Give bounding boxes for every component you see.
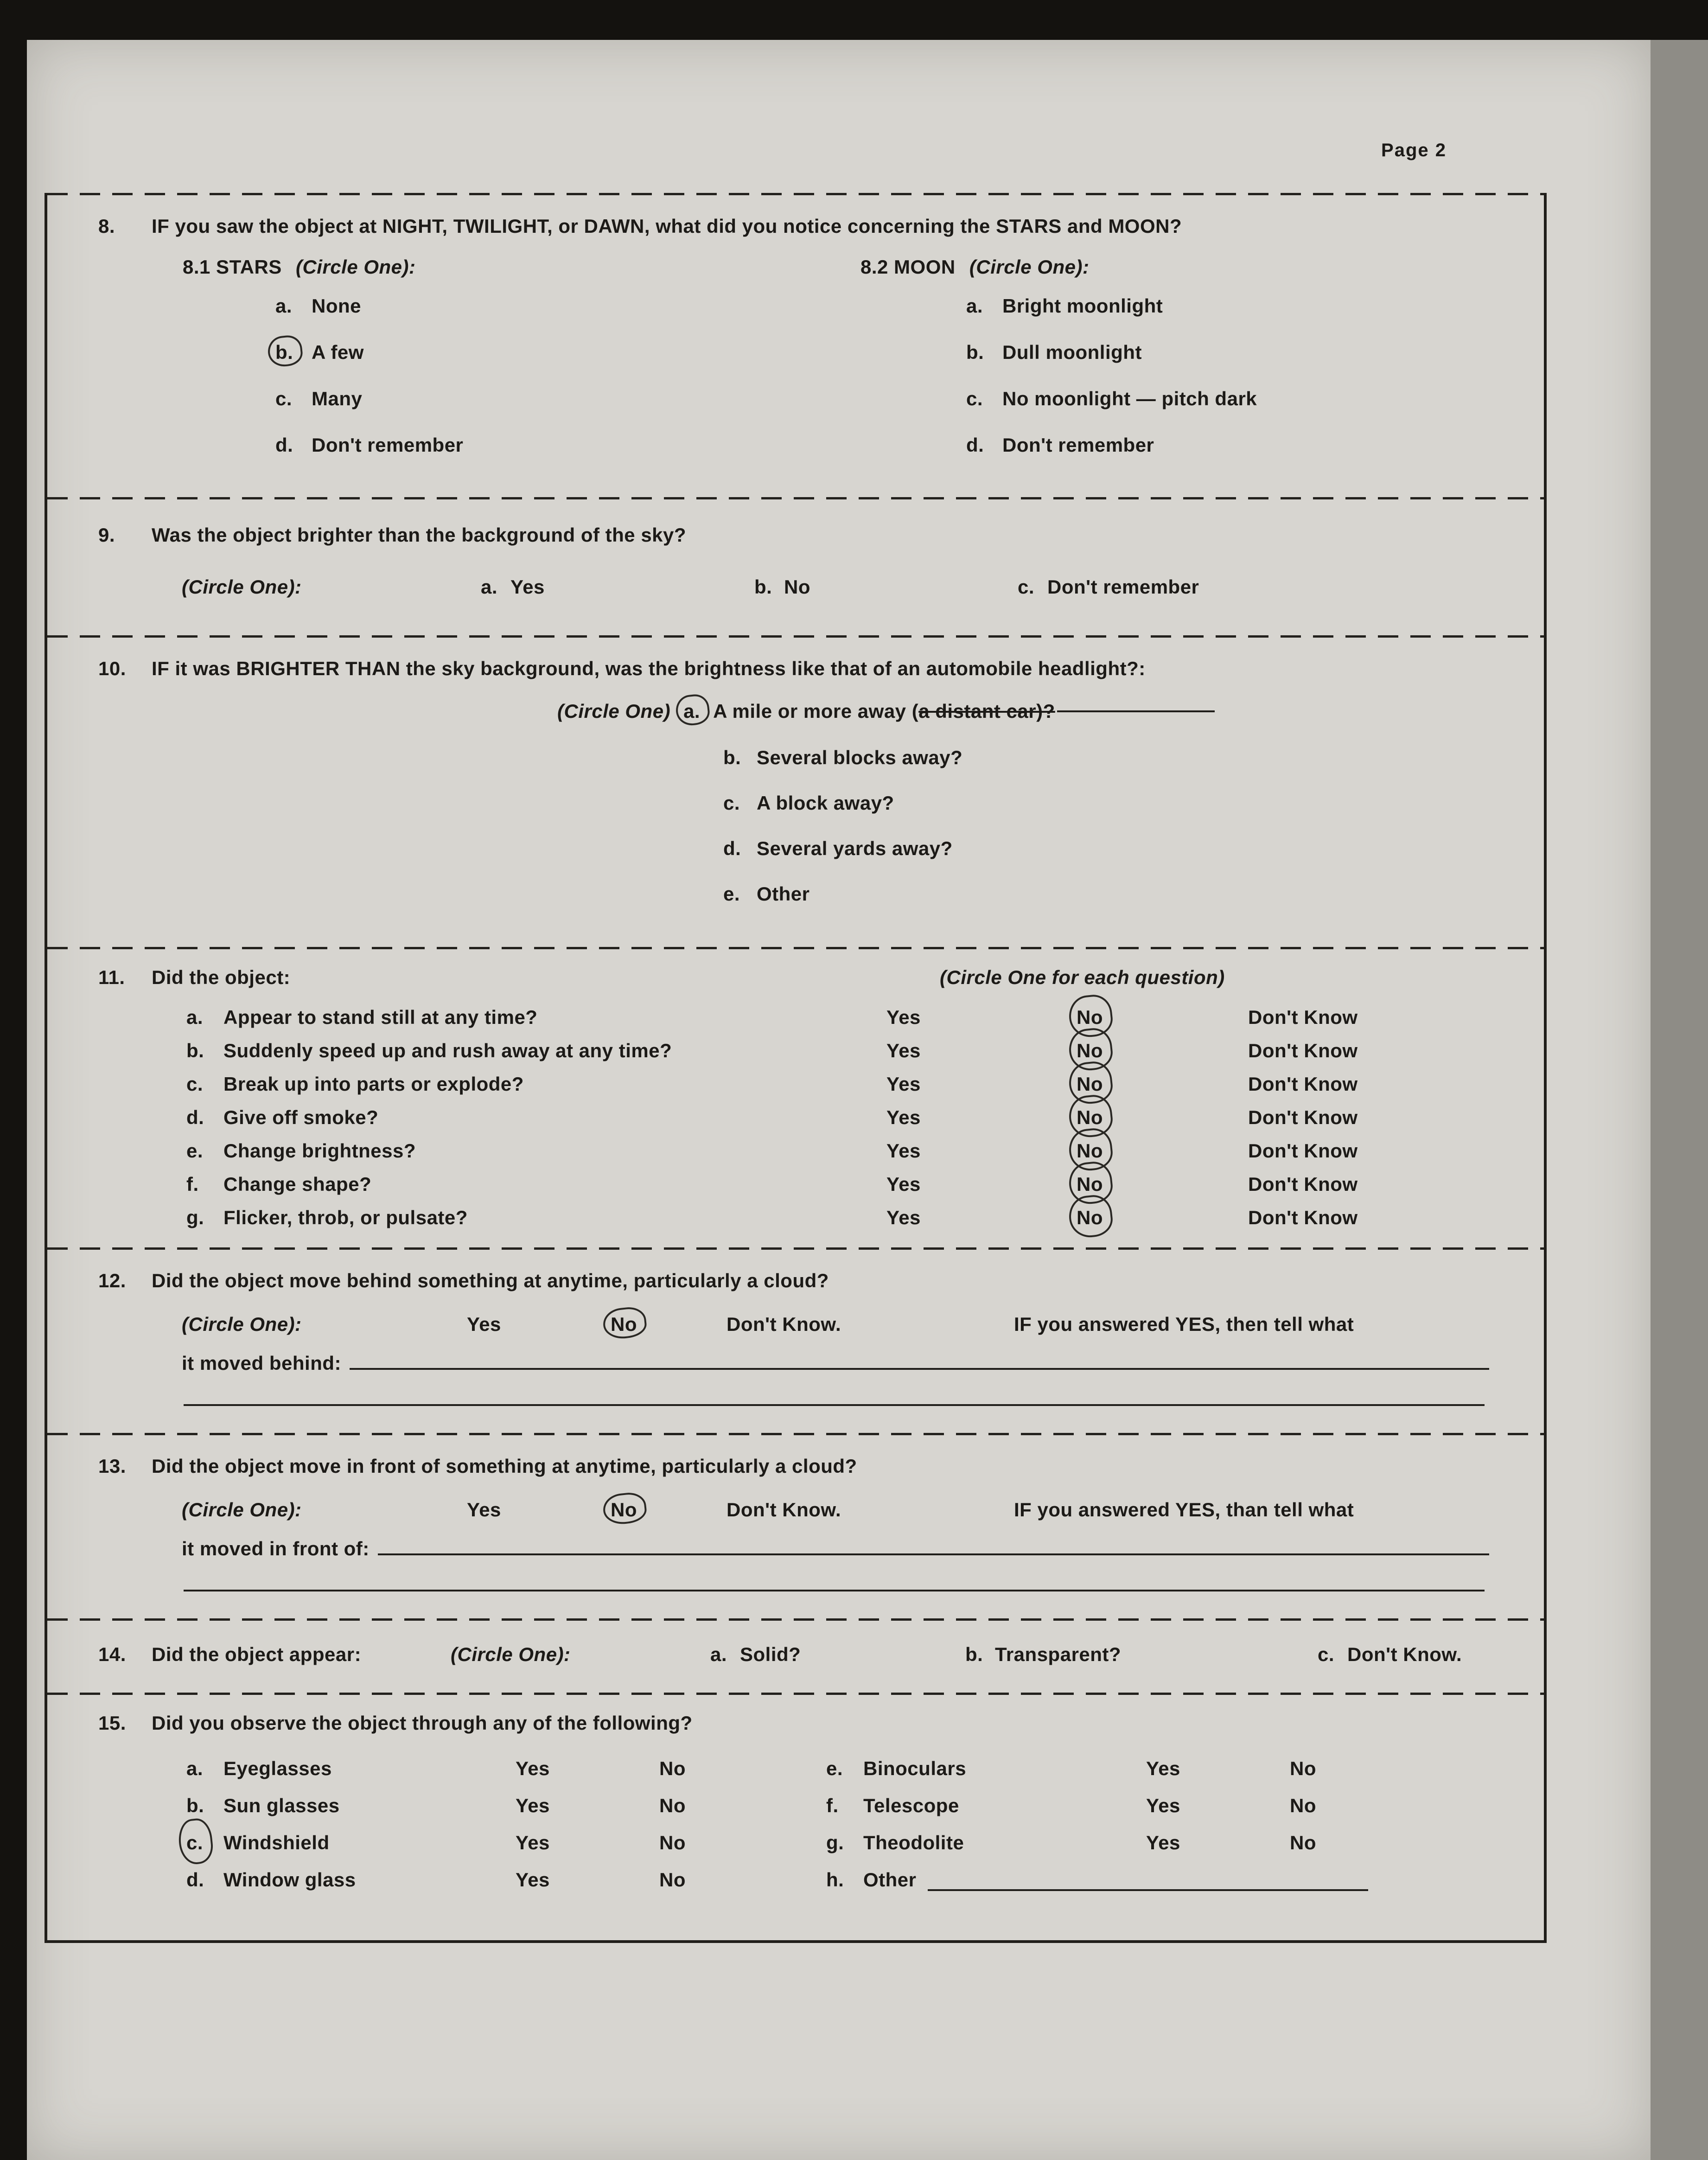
struck-through-text: a distant car)? (918, 700, 1055, 722)
option-letter: b. (186, 1795, 204, 1816)
q13-if-text: IF you answered YES, than tell what (1014, 1499, 1354, 1521)
circle-annotation: No (1077, 1101, 1103, 1134)
no-label: No (659, 1795, 686, 1816)
option-text: Bright moonlight (1002, 295, 1163, 317)
yes-label: Yes (1146, 1832, 1180, 1853)
no-label (1077, 1101, 1248, 1134)
option-letter: d. (966, 434, 984, 456)
q10-number: 10. (98, 658, 126, 679)
q12-if-text: IF you answered YES, then tell what (1014, 1313, 1354, 1335)
q9-option-b (754, 576, 1018, 598)
q15-question-text: Did you observe the object through any of the following? (152, 1712, 693, 1734)
q15-row-4 (47, 1861, 1544, 1898)
yes-label: Yes (516, 1869, 550, 1891)
blank-answer-line (184, 1590, 1485, 1591)
yes-label: Yes (886, 1073, 921, 1095)
q13-circle-one-label: (Circle One): (182, 1499, 302, 1521)
no-label (1077, 1134, 1248, 1168)
yes-label: Yes (886, 1173, 921, 1195)
q10-option-d (47, 837, 1544, 860)
option-text: Other (863, 1869, 917, 1891)
option-letter: a. (275, 295, 293, 317)
section-q9 (47, 497, 1544, 635)
option-text: Windshield (223, 1832, 330, 1853)
row-text: Appear to stand still at any time? (223, 1006, 538, 1028)
strike-line (1057, 710, 1215, 712)
q14-option-a (710, 1643, 965, 1666)
option-letter: a. (710, 1643, 727, 1665)
q10-question-line (47, 658, 1544, 680)
yes-label: Yes (467, 1313, 501, 1335)
q8-stars-option-a (183, 295, 860, 317)
option-text: Sun glasses (223, 1795, 340, 1816)
q15-row-1 (47, 1750, 1544, 1787)
q14-option-c (1318, 1643, 1462, 1666)
q14-question-line (47, 1643, 1544, 1666)
page-number-label: Page 2 (1381, 140, 1447, 160)
no-label: No (1290, 1795, 1316, 1816)
q8-stars-option-d (183, 434, 860, 456)
yes-label: Yes (1146, 1757, 1180, 1779)
q13-question-line (47, 1455, 1544, 1477)
option-text: Transparent? (995, 1643, 1122, 1665)
q11-question-text: Did the object: (152, 966, 291, 988)
q8-moon-option-d (860, 434, 1544, 456)
q8-columns (47, 256, 1544, 480)
q9-question-line (47, 524, 1544, 546)
q8-moon-option-b (860, 341, 1544, 364)
yes-label: Yes (1146, 1795, 1180, 1816)
no-label (611, 1313, 727, 1336)
option-letter: b. (723, 747, 741, 768)
option-letter: d. (275, 434, 293, 456)
q9-number: 9. (98, 524, 115, 546)
q14-circle-one-label: (Circle One): (451, 1643, 571, 1665)
blank-answer-line (350, 1368, 1489, 1370)
q9-circle-one-label: (Circle One): (182, 576, 302, 598)
q13-answer-line (47, 1499, 1544, 1521)
section-q10 (47, 635, 1544, 947)
blank-answer-line (928, 1889, 1368, 1891)
row-text: Change brightness? (223, 1140, 416, 1162)
option-letter: c. (186, 1073, 204, 1095)
q12-question-line (47, 1270, 1544, 1292)
circle-annotation: No (1077, 1001, 1103, 1034)
circle-annotation: c. (186, 1824, 203, 1861)
no-label (1077, 1067, 1248, 1101)
q15-question-line (47, 1712, 1544, 1734)
q11-row-c (47, 1067, 1544, 1101)
q8-moon-option-a (860, 295, 1544, 317)
yes-label: Yes (516, 1795, 550, 1816)
q13-fill-line (47, 1538, 1544, 1560)
option-letter (186, 1824, 223, 1861)
circle-annotation: No (1077, 1168, 1103, 1201)
dont-know-label: Don't Know (1248, 1140, 1358, 1162)
blank-answer-line (378, 1553, 1489, 1555)
q10-circle-one-label: (Circle One) (557, 700, 671, 722)
q13-tail-label: it moved in front of: (182, 1538, 370, 1559)
yes-label: Yes (516, 1832, 550, 1853)
dont-know-label: Don't Know (1248, 1040, 1358, 1061)
q11-row-g (47, 1201, 1544, 1234)
no-label (611, 1499, 727, 1521)
circle-annotation: No (1077, 1067, 1103, 1101)
dont-know-label: Don't Know (1248, 1006, 1358, 1028)
option-text: Don't remember (312, 434, 464, 456)
circle-annotation: No (611, 1499, 637, 1521)
q13-number: 13. (98, 1455, 126, 1477)
dont-know-label: Don't Know (1248, 1106, 1358, 1128)
q10-option-e (47, 883, 1544, 905)
option-text: Telescope (863, 1795, 959, 1816)
dont-know-label: Don't Know (1248, 1173, 1358, 1195)
section-q14 (47, 1618, 1544, 1693)
q11-row-f (47, 1168, 1544, 1201)
no-label (1077, 1168, 1248, 1201)
option-letter (275, 341, 312, 364)
option-text: Binoculars (863, 1757, 967, 1779)
yes-label: Yes (516, 1757, 550, 1779)
q15-number: 15. (98, 1712, 126, 1734)
option-text: Window glass (223, 1869, 356, 1891)
option-text: Many (312, 388, 363, 409)
option-text: No (784, 576, 810, 598)
row-text: Suddenly speed up and rush away at any time? (223, 1040, 672, 1061)
option-letter: d. (186, 1869, 204, 1891)
q10-option-b (47, 747, 1544, 769)
q11-instruction: (Circle One for each question) (940, 966, 1225, 988)
option-letter: d. (723, 837, 741, 859)
dont-know-label: Don't Know. (727, 1499, 841, 1521)
option-letter: a. (481, 576, 498, 598)
option-letter: b. (966, 341, 984, 363)
option-text: Other (757, 883, 810, 905)
q8-stars-column (183, 256, 860, 480)
no-label: No (1290, 1832, 1316, 1853)
yes-label: Yes (886, 1006, 921, 1028)
q8-stars-heading-line (183, 256, 860, 278)
circle-annotation: No (1077, 1201, 1103, 1234)
option-text: Don't Know. (1347, 1643, 1462, 1665)
q11-row-a (47, 1001, 1544, 1034)
no-label: No (659, 1832, 686, 1853)
q8-moon-column (860, 256, 1544, 480)
option-letter: f. (186, 1173, 199, 1195)
q8-stars-circle-one-label: (Circle One): (295, 256, 416, 278)
q8-moon-option-c (860, 388, 1544, 410)
row-text: Change shape? (223, 1173, 372, 1195)
section-q13 (47, 1433, 1544, 1618)
yes-label: Yes (886, 1040, 921, 1061)
q12-fill-line (47, 1352, 1544, 1374)
q8-stars-heading: 8.1 STARS (183, 256, 282, 278)
option-text: Theodolite (863, 1832, 964, 1853)
option-letter: c. (966, 388, 983, 409)
option-text: Several yards away? (757, 837, 953, 859)
q14-question-text: Did the object appear: (152, 1643, 362, 1665)
blank-answer-line (184, 1404, 1485, 1406)
option-letter: g. (186, 1207, 204, 1228)
option-letter: b. (186, 1040, 204, 1061)
q10-option-c (47, 792, 1544, 814)
q14-number: 14. (98, 1643, 126, 1665)
q15-table (47, 1750, 1544, 1898)
no-label: No (659, 1869, 686, 1891)
q11-row-b (47, 1034, 1544, 1067)
q15-row-3 (47, 1824, 1544, 1861)
option-letter: a. (186, 1006, 204, 1028)
q8-question-line (47, 215, 1544, 237)
option-text: A few (312, 341, 364, 363)
option-text: Solid? (740, 1643, 801, 1665)
circle-annotation: No (1077, 1034, 1103, 1067)
q12-number: 12. (98, 1270, 126, 1291)
circle-annotation: No (1077, 1134, 1103, 1168)
option-letter: b. (965, 1643, 983, 1665)
q10-option-a-text: A mile or more away ( (713, 700, 919, 722)
option-letter: e. (723, 883, 740, 905)
q11-row-d (47, 1101, 1544, 1134)
option-letter: c. (723, 792, 740, 814)
option-text: A block away? (757, 792, 894, 814)
no-label (1077, 1034, 1248, 1067)
option-letter: d. (186, 1106, 204, 1128)
q8-moon-heading-line (860, 256, 1544, 278)
q12-question-text: Did the object move behind something at anytime, particularly a cloud? (152, 1270, 829, 1291)
no-label: No (1290, 1757, 1316, 1779)
option-letter: b. (754, 576, 772, 598)
section-q15 (47, 1693, 1544, 1940)
option-text: None (312, 295, 361, 317)
option-letter: a. (186, 1757, 204, 1779)
yes-label: Yes (886, 1207, 921, 1228)
q15-row-2 (47, 1787, 1544, 1824)
q12-answer-line (47, 1313, 1544, 1336)
q10-option-a-line (47, 700, 1544, 722)
option-letter: c. (1318, 1643, 1335, 1665)
q9-answer-line (47, 576, 1544, 598)
no-label (1077, 1001, 1248, 1034)
yes-label: Yes (467, 1499, 501, 1521)
q8-question-text: IF you saw the object at NIGHT, TWILIGHT, or DAWN, what did you notice concerning the STARS and MOON? (152, 215, 1182, 237)
dont-know-label: Don't Know. (727, 1313, 841, 1335)
q8-stars-option-c (183, 388, 860, 410)
circle-annotation: a. (683, 700, 701, 722)
no-label: No (659, 1757, 686, 1779)
scanned-page (27, 40, 1651, 2160)
section-q11 (47, 947, 1544, 1247)
yes-label: Yes (886, 1140, 921, 1162)
q12-tail-label: it moved behind: (182, 1352, 341, 1374)
option-text: Eyeglasses (223, 1757, 332, 1779)
q9-question-text: Was the object brighter than the background of the sky? (152, 524, 687, 546)
q8-moon-heading: 8.2 MOON (860, 256, 956, 278)
section-q12 (47, 1247, 1544, 1433)
option-text: Yes (510, 576, 545, 598)
q11-row-e (47, 1134, 1544, 1168)
dont-know-label: Don't Know (1248, 1207, 1358, 1228)
yes-label: Yes (886, 1106, 921, 1128)
q14-option-b (965, 1643, 1318, 1666)
option-text: Several blocks away? (757, 747, 963, 768)
q8-number: 8. (98, 215, 115, 237)
option-text: Don't remember (1002, 434, 1154, 456)
option-letter: e. (186, 1140, 204, 1162)
q9-option-c (1018, 576, 1199, 598)
q10-question-text: IF it was BRIGHTER THAN the sky background, was the brightness like that of an automobile headlight?: (152, 658, 1146, 679)
q11-number: 11. (98, 966, 125, 988)
option-letter: f. (826, 1795, 839, 1816)
option-text: No moonlight — pitch dark (1002, 388, 1257, 409)
no-label (1077, 1201, 1248, 1234)
dont-know-label: Don't Know (1248, 1073, 1358, 1095)
option-text: Don't remember (1047, 576, 1199, 598)
q12-circle-one-label: (Circle One): (182, 1313, 302, 1335)
option-letter: h. (826, 1869, 844, 1891)
q13-question-text: Did the object move in front of something at anytime, particularly a cloud? (152, 1455, 857, 1477)
option-text: Dull moonlight (1002, 341, 1142, 363)
option-letter: c. (1018, 576, 1035, 598)
circle-annotation: b. (275, 341, 293, 363)
row-text: Flicker, throb, or pulsate? (223, 1207, 468, 1228)
section-q8 (47, 193, 1544, 497)
option-letter: a. (966, 295, 983, 317)
option-letter: g. (826, 1832, 844, 1853)
option-letter: e. (826, 1757, 843, 1779)
q9-option-a (481, 576, 754, 598)
q8-stars-option-b (183, 341, 860, 364)
row-text: Break up into parts or explode? (223, 1073, 524, 1095)
q8-moon-circle-one-label: (Circle One): (969, 256, 1090, 278)
scanner-gutter (1651, 40, 1708, 2160)
circle-annotation: No (611, 1313, 637, 1335)
option-letter: c. (275, 388, 293, 409)
q11-question-line (47, 966, 1544, 989)
questionnaire-form-box (45, 193, 1547, 1943)
row-text: Give off smoke? (223, 1106, 379, 1128)
